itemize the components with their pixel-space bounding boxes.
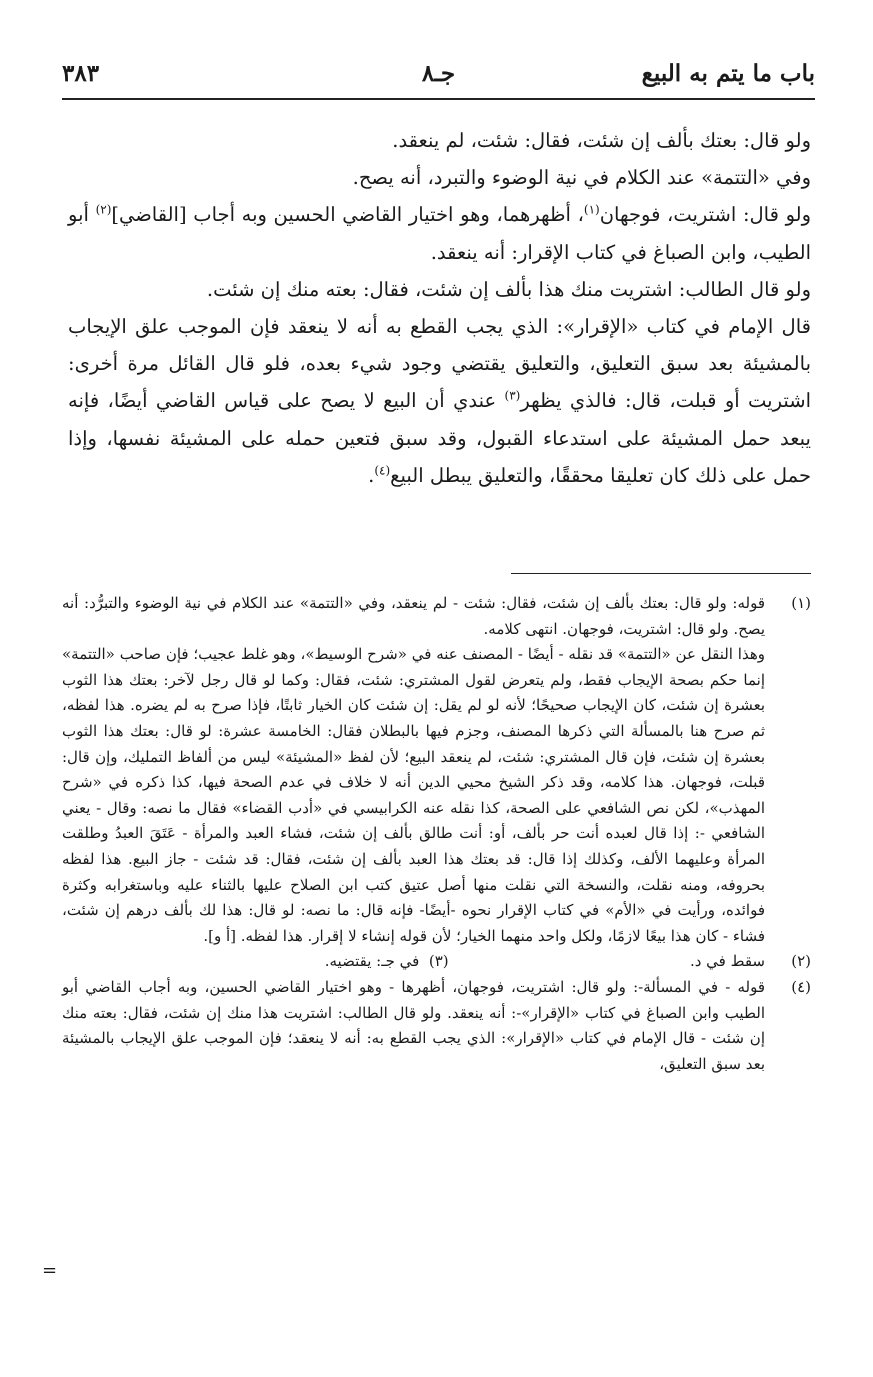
footnote-1-text-2: وهذا النقل عن «التتمة» قد نقله - أيضًا - المصنف عنه في «شرح الوسيط»، وهو غلط عجيب؛ فإن صاحب «التتمة» إنما حكم بصحة الإيجاب فقط، ولم يتعرض لقول المشتري: شئت، فقال: وكما لو قال رجل لآخر: بعتك هذا الثوب بعشرة إن شئت، كان الإيجاب صحيحًا؛ لأنه لو لم يقل: إن شئت كان الخيار ثابتًا، فإذا صرح به لم يضره. هذا لفظه، ثم صرح هنا بالمسألة التي ذكرها المصنف، وجزم فيها بالبطلان فقال: الخامسة عشرة: لو قال: بعتك هذا الثوب بعشرة إن شئت، فإن قال المشتري: شئت، لم ينعقد البيع؛ لأن لفظ «المشيئة» ليس من ألفاظ التمليك، وإن قال: قبلت، فوجهان. هذا كلامه، وقد ذكر الشيخ محيي الدين أنه لا خلاف في عدم الصحة فيها، كذا ذكره في «شرح المهذب»، لكن نص الشافعي على الصحة، كذا نقله عنه الكرابيسي في «أدب القضاء» فقال ما نصه: وقال - يعني الشافعي -: إذا قال لعبده أنت حر بألف، أو: أنت طالق بألف إن شئت، فشاء العبد والمرأة - عَتَقَ العبدُ وطلقت المرأة وعليهما الألف، وكذلك إذا قال: قد بعتك هذا العبد بألف إن شئت، فقال: قد شئت - جاز البيع. هذا لفظه بحروفه، ومنه نقلت، والنسخة التي نقلت منها أصل عتيق كتب ابن الصلاح عليها بالثناء عليه وباستغرابه وكثرة فوائده، ورأيت في «الأم» في كتاب الإقرار نحوه -أيضًا- فإنه قال: ما نصه: لو قال: هذا لك بألف درهم إن شئت، فشاء - كان هذا بيعًا لازمًا، ولكل واحد منهما الخيار؛ لأن قوله إنشاء لا إقرار. هذا لفظه. [أ و]. [62, 645, 765, 945]
paragraph-3 [68, 196, 811, 270]
paragraph-3-part-c: أبو الطيب، وابن الصباغ في كتاب الإقرار: أنه ينعقد. [68, 203, 811, 264]
footnote-1 [62, 591, 811, 949]
footnote-1-number: (١) [791, 594, 811, 612]
footnote-ref-1[interactable]: (١) [583, 202, 600, 217]
volume-label: جـ٨ [421, 60, 456, 87]
header-rule [62, 98, 815, 100]
footnote-3-text: في جـ: يقتضيه. [324, 952, 420, 971]
footnote-1-text-1: قوله: ولو قال: بعتك بألف إن شئت، فقال: شئت - لم ينعقد، وفي «التتمة» عند الكلام في نية الوضوء والتبرُّد: أنه يصح. ولو قال: اشتريت، فوجهان. انتهى كلامه. [62, 594, 765, 638]
footnote-ref-4[interactable]: (٤) [374, 463, 391, 478]
footnote-4-number: (٤) [791, 977, 811, 996]
paragraph-5-part-c: . [368, 463, 375, 487]
footnote-3 [132, 949, 448, 975]
page-header [62, 56, 815, 96]
footnote-2-text: سقط في د. [689, 952, 765, 971]
footnotes-2-3 [62, 949, 811, 975]
paragraph-3-part-b: ، أظهرهما، وهو اختيار القاضي الحسين وبه أجاب [القاضي] [111, 203, 584, 227]
main-text [68, 122, 811, 494]
page-number: ٣٨٣ [62, 60, 100, 87]
footnote-2-number: (٢) [791, 952, 811, 971]
footnote-ref-3[interactable]: (٣) [504, 388, 521, 403]
paragraph-1: ولو قال: بعتك بألف إن شئت، فقال: شئت، لم ينعقد. [392, 129, 811, 152]
chapter-title: باب ما يتم به البيع [641, 60, 815, 87]
footnote-ref-2[interactable]: (٢) [95, 202, 112, 217]
footnote-row [62, 949, 765, 975]
paragraph-5 [68, 308, 811, 494]
footnote-4-text: قوله - في المسألة-: ولو قال: اشتريت، فوجهان، أظهرها - وهو اختيار القاضي الحسين، وبه أجاب القاضي أبو الطيب وابن الصباغ في كتاب «الإقرار»-: أنه ينعقد. ولو قال الطالب: اشتريت هذا منك إن شئت، فقال: بعته منك إن شئت - قال الإمام في كتاب «الإقرار»: الذي يجب القطع به: أنه لا ينعقد؛ فإن الموجب علق الإيجاب بالمشيئة بعد سبق التعليق، [62, 977, 765, 1073]
paragraph-5-part-b: عندي أن البيع لا يصح على قياس القاضي أيضًا، فإنه يبعد حمل المشيئة على استدعاء القبول، وقد سبق فتعين حمله على المشيئة نفسها، وإذا حمل على ذلك كان تعليقا محققًا، والتعليق يبطل البيع [68, 389, 811, 487]
footnote-4 [62, 975, 811, 1077]
footnote-separator [511, 573, 811, 574]
footnote-3-number: (٣) [428, 952, 449, 971]
paragraph-2: وفي «التتمة» عند الكلام في نية الوضوء والتبرد، أنه يصح. [352, 166, 811, 190]
paragraph-5-part-a: قال الإمام في كتاب «الإقرار»: الذي يجب القطع به أنه لا ينعقد فإن الموجب علق الإيجاب بالمشيئة بعد سبق التعليق، والتعليق يقتضي وجود شيء بعده، فلو قال القائل مرة أخرى: اشتريت أو قبلت، قال: فالذي يظهر [68, 315, 812, 413]
continuation-mark: = [42, 1260, 58, 1281]
footnotes [62, 591, 811, 1077]
paragraph-4: ولو قال الطالب: اشتريت منك هذا بألف إن شئت، فقال: بعته منك إن شئت. [206, 277, 811, 301]
paragraph-3-part-a: ولو قال: اشتريت، فوجهان [599, 203, 812, 227]
